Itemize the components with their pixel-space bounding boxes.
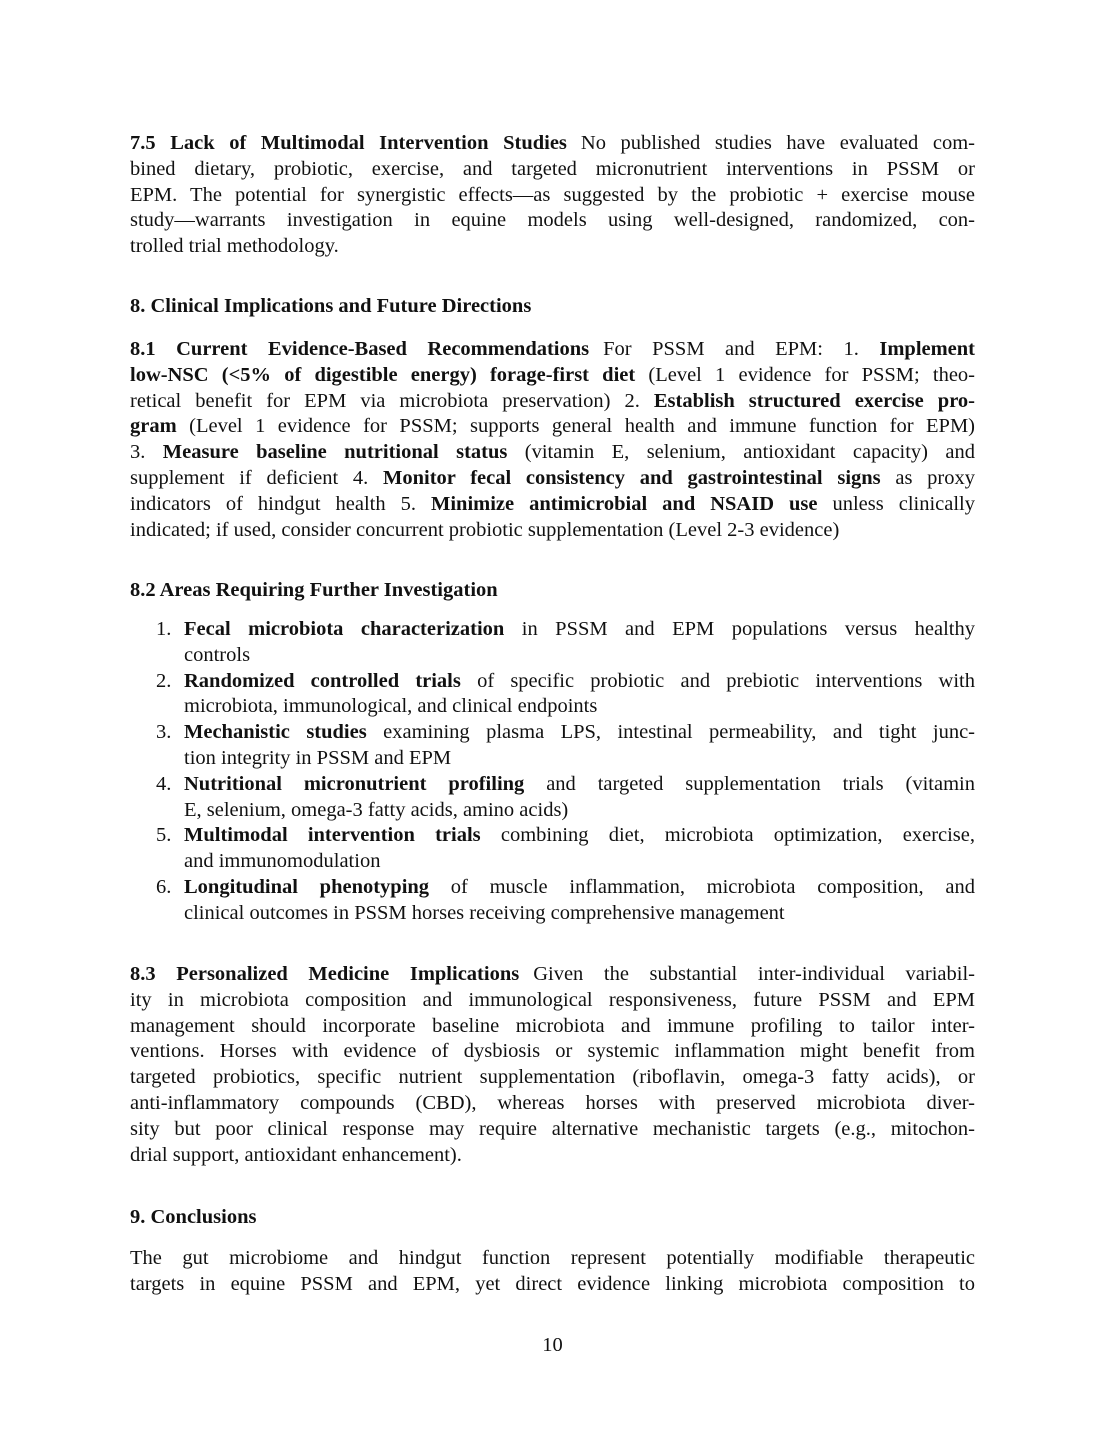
page-number: 10 xyxy=(542,1334,563,1356)
section-7-5 xyxy=(130,131,975,260)
paragraph-line: indicators of hindgut health 5. Minimize antimicrobial and NSAID use unless clinically xyxy=(130,492,976,515)
list-number: 5. xyxy=(156,824,172,847)
paragraph-line: ventions. Horses with evidence of dysbiosis or systemic inflammation might benefit from xyxy=(130,1040,975,1063)
paragraph-line: The gut microbiome and hindgut function represent potentially modifiable therapeutic xyxy=(130,1247,975,1269)
paragraph-line: trolled trial methodology. xyxy=(130,235,339,258)
paragraph-line: gram (Level 1 evidence for PSSM; supports general health and immune function for EPM) xyxy=(130,415,976,438)
section-heading: 7.5 Lack of Multimodal Intervention Studies xyxy=(130,132,567,154)
conclusions-paragraph xyxy=(130,1246,975,1298)
paragraph-line: sity but poor clinical response may require alternative mechanistic targets (e.g., mitochon- xyxy=(130,1117,975,1140)
list-number: 6. xyxy=(156,875,172,898)
paragraph-line: ity in microbiota composition and immunological responsiveness, future PSSM and EPM xyxy=(130,988,975,1011)
section-8-2 xyxy=(130,578,975,604)
paragraph-line: targets in equine PSSM and EPM, yet direct evidence linking microbiota composition to xyxy=(130,1272,975,1295)
paragraph-line: indicated; if used, consider concurrent probiotic supplementation (Level 2-3 evidence) xyxy=(130,518,840,541)
list-item: 1. Fecal microbiota characterization in PSSM and EPM populations versus healthy controls xyxy=(156,618,976,666)
paragraph-line: management should incorporate baseline microbiota and immune profiling to tailor inter- xyxy=(130,1014,975,1037)
section-heading: 8.3 Personalized Medicine Implications xyxy=(130,963,520,985)
paragraph-line: bined dietary, probiotic, exercise, and targeted micronutrient interventions in PSSM or xyxy=(130,157,975,180)
paragraph-line: 3. Measure baseline nutritional status (vitamin E, selenium, antioxidant capacity) and xyxy=(130,441,976,464)
paragraph-line: 8.3 Personalized Medicine Implications Given the substantial inter-individual variabil- xyxy=(130,963,975,985)
numbered-list xyxy=(130,617,975,927)
section-9 xyxy=(130,1205,975,1231)
list-item: 4. Nutritional micronutrient profiling and targeted supplementation trials (vitamin E, selenium, omega-3 fatty acids, amino acids) xyxy=(156,772,975,821)
list-item: 2. Randomized controlled trials of specific probiotic and prebiotic interventions with microbiota, immunological, and clinical endpoints xyxy=(156,669,976,718)
section-heading: 9. Conclusions xyxy=(130,1206,257,1228)
paragraph-line: drial support, antioxidant enhancement). xyxy=(130,1143,462,1166)
paragraph-line: supplement if deficient 4. Monitor fecal consistency and gastrointestinal signs as proxy xyxy=(130,466,975,489)
list-number: 3. xyxy=(156,721,172,744)
list-number: 2. xyxy=(156,669,172,692)
paragraph-line: targeted probiotics, specific nutrient supplementation (riboflavin, omega-3 fatty acids), or xyxy=(130,1066,975,1089)
paragraph-line: 8.1 Current Evidence-Based Recommendations For PSSM and EPM: 1. Implement xyxy=(130,338,976,360)
section-8 xyxy=(130,294,975,320)
list-item: 5. Multimodal intervention trials combining diet, microbiota optimization, exercise, and immunomodulation xyxy=(156,824,976,873)
paragraph-line: anti-inflammatory compounds (CBD), whereas horses with preserved microbiota diver- xyxy=(130,1091,975,1114)
section-heading: 8.1 Current Evidence-Based Recommendations xyxy=(130,338,590,360)
list-number: 1. xyxy=(156,618,172,640)
paragraph-line: 7.5 Lack of Multimodal Intervention Studies No published studies have evaluated com- xyxy=(130,132,975,154)
section-8-3 xyxy=(130,962,975,1168)
list-item: 6. Longitudinal phenotyping of muscle inflammation, microbiota composition, and clinical outcomes in PSSM horses receiving comprehensive management xyxy=(156,875,976,924)
paragraph-line: study—warrants investigation in equine models using well-designed, randomized, con- xyxy=(130,209,975,232)
section-8-1 xyxy=(130,337,975,543)
section-heading: 8.2 Areas Requiring Further Investigation xyxy=(130,579,498,601)
list-item: 3. Mechanistic studies examining plasma LPS, intestinal permeability, and tight junc- tion integrity in PSSM and EPM xyxy=(156,721,976,769)
list-number: 4. xyxy=(156,772,172,795)
paragraph-line: low-NSC (<5% of digestible energy) forage-first diet (Level 1 evidence for PSSM; theo- xyxy=(130,363,976,386)
paragraph-line: retical benefit for EPM via microbiota preservation) 2. Establish structured exercise pro- xyxy=(130,389,976,412)
section-heading: 8. Clinical Implications and Future Directions xyxy=(130,295,532,317)
paragraph-line: EPM. The potential for synergistic effects—as suggested by the probiotic + exercise mouse xyxy=(130,183,975,206)
